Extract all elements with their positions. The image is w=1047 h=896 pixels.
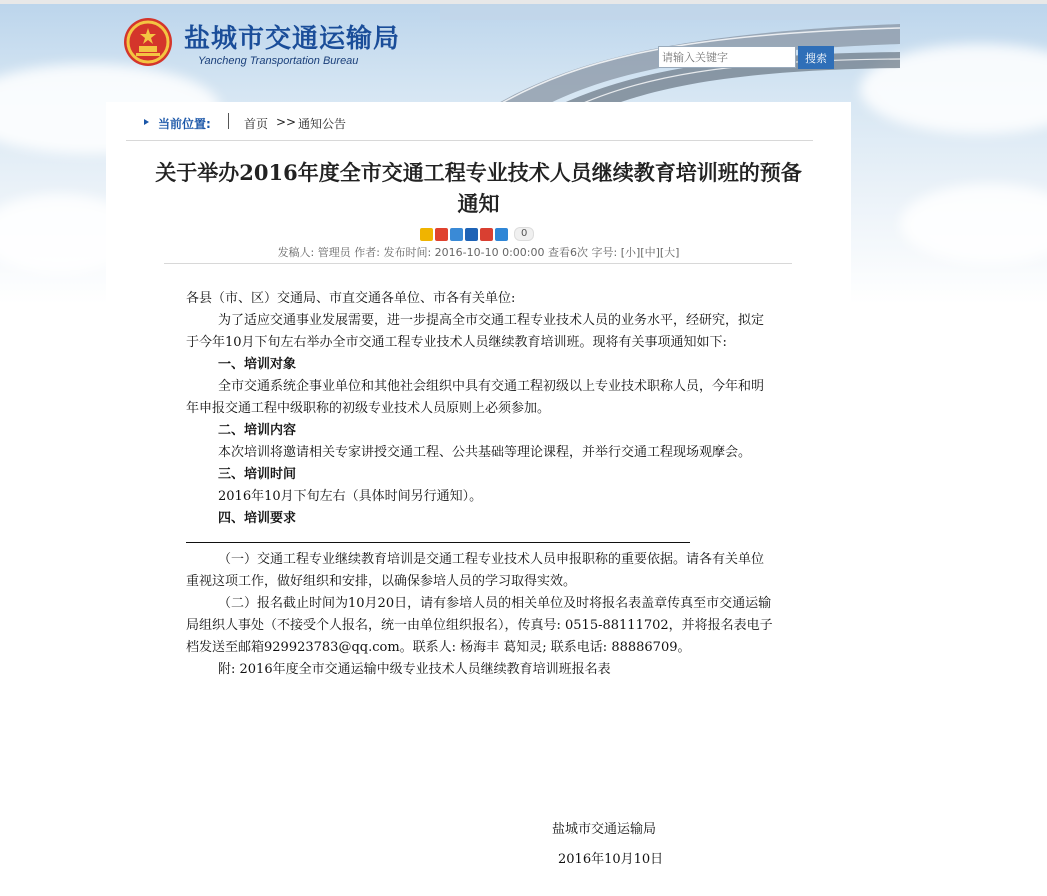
breadcrumb-label: 当前位置: [158, 117, 211, 131]
site-subtitle: Yancheng Transportation Bureau [198, 55, 359, 67]
signature-date: 2016年10月10日 [558, 852, 664, 867]
paragraph: 全市交通系统企事业单位和其他社会组织中具有交通工程初级以上专业技术职称人员，今年和明年申报交通工程中级职称的初级专业技术人员原则上必须参加。 [186, 379, 765, 416]
signature: 盐城市交通运输局 [552, 822, 657, 837]
cloud-decoration [900, 184, 1047, 264]
article-title: 关于举办2016年度全市交通工程专业技术人员继续教育培训班的预备通知 [155, 160, 802, 216]
divider [126, 140, 813, 141]
paragraph: 为了适应交通事业发展需要，进一步提高全市交通工程专业技术人员的业务水平，经研究，拟定于今年10月下旬左右举办全市交通工程专业技术人员继续教育培训班。现将有关事项通知如下: [186, 313, 765, 350]
qq-icon[interactable] [450, 228, 463, 241]
qzone-icon[interactable] [420, 228, 433, 241]
section-rule [186, 542, 690, 545]
search-input[interactable] [658, 46, 796, 68]
article-meta: 发稿人: 管理员 作者: 发布时间: 2016-10-10 0:00:00 查看6次 字号: [小][中][大] [277, 246, 680, 259]
triangle-right-icon [144, 119, 149, 125]
renren-icon[interactable] [465, 228, 478, 241]
search-button[interactable]: 搜索 [798, 46, 834, 69]
divider [164, 263, 792, 264]
section-heading: 三、培训时间 [218, 467, 297, 482]
breadcrumb-home-link[interactable]: 首页 [244, 117, 269, 131]
breadcrumb-current-link[interactable]: 通知公告 [298, 117, 347, 131]
site-title: 盐城市交通运输局 [184, 24, 401, 54]
section-heading: 一、培训对象 [218, 357, 297, 372]
more-share-icon[interactable] [495, 228, 508, 241]
breadcrumb [106, 102, 851, 142]
paragraph: （一）交通工程专业继续教育培训是交通工程专业技术人员申报职称的重要依据。请各有关单位重视这项工作，做好组织和安排，以确保参培人员的学习取得实效。 [186, 552, 765, 589]
paragraph: 各县（市、区）交通局、市直交通各单位、市各有关单位: [186, 291, 516, 306]
breadcrumb-divider [228, 113, 229, 129]
paragraph: （二）报名截止时间为10月20日，请有参培人员的相关单位及时将报名表盖章传真至市交通运输局组织人事处（不接受个人报名，统一由单位组织报名），传真号: 0515-88111702，并将报名表电子档发送至邮箱929923783@qq.com。联系人: 杨海丰 葛知灵; 联系电话: 88886709。 [186, 596, 773, 655]
paragraph: 2016年10月下旬左右（具体时间另行通知）。 [218, 489, 483, 504]
section-heading: 二、培训内容 [218, 423, 297, 438]
article-body [186, 288, 776, 681]
kaixin-icon[interactable] [480, 228, 493, 241]
share-bar [420, 226, 534, 242]
weibo-icon[interactable] [435, 228, 448, 241]
share-count: 0 [514, 227, 534, 241]
article-panel [106, 102, 851, 896]
section-heading: 四、培训要求 [218, 511, 297, 526]
paragraph: 本次培训将邀请相关专家讲授交通工程、公共基础等理论课程，并举行交通工程现场观摩会。 [218, 445, 752, 460]
national-emblem-icon [122, 16, 174, 68]
breadcrumb-separator: >> [276, 115, 297, 129]
paragraph: 附: 2016年度全市交通运输中级专业技术人员继续教育培训班报名表 [218, 662, 611, 677]
